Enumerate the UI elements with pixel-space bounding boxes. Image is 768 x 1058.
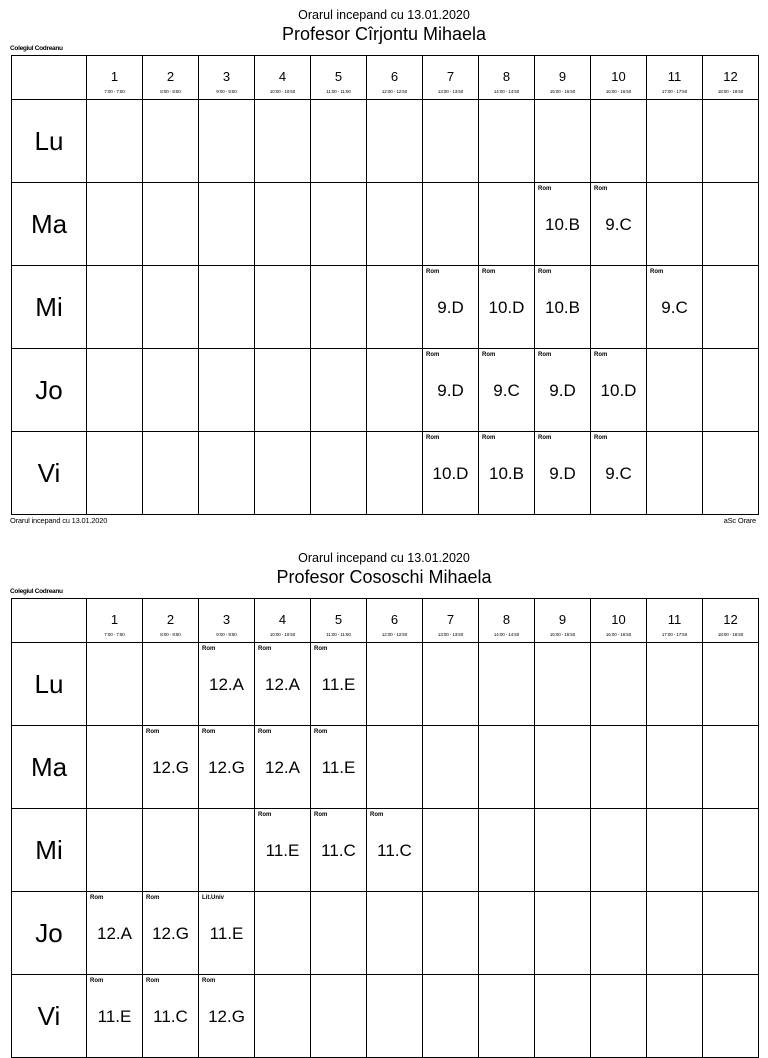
lesson-subject: Rom [594, 435, 608, 441]
period-header [479, 599, 535, 643]
lesson-subject: Rom [146, 729, 160, 735]
period-time: 15:00 - 15:50 [549, 632, 576, 637]
lesson-class: 12.A [97, 924, 132, 943]
lesson-cell [367, 975, 423, 1058]
header-row [12, 599, 759, 643]
period-number: 7 [446, 69, 455, 84]
lesson-cell [311, 726, 367, 809]
lesson-cell [591, 183, 647, 266]
day-row [12, 266, 759, 349]
timetable-title: Profesor Cososchi Mihaela [276, 567, 492, 587]
period-time: 11:00 - 11:50 [326, 89, 351, 94]
day-label: Mi [12, 809, 87, 892]
lesson-subject: Rom [650, 269, 664, 275]
lesson-class: 12.G [208, 758, 245, 777]
day-label: Mi [12, 266, 87, 349]
lesson-cell [591, 266, 647, 349]
period-time: 13:00 - 13:50 [437, 632, 464, 637]
footer-date: Orarul incepand cu 13.01.2020 [10, 516, 108, 525]
period-number: 2 [166, 69, 175, 84]
day-label: Jo [12, 892, 87, 975]
period-number: 1 [110, 69, 119, 84]
period-number: 12 [723, 69, 738, 84]
lesson-cell [479, 809, 535, 892]
period-time: 12:00 - 12:50 [381, 632, 408, 637]
lesson-cell [255, 726, 311, 809]
lesson-cell [423, 809, 479, 892]
period-time: 14:00 - 14:50 [493, 89, 520, 94]
period-time: 18:00 - 18:50 [717, 89, 744, 94]
lesson-subject: Rom [482, 269, 496, 275]
day-label: Vi [12, 432, 87, 515]
period-number: 2 [166, 612, 175, 627]
lesson-cell [311, 809, 367, 892]
lesson-cell [423, 975, 479, 1058]
period-time: 17:00 - 17:50 [661, 632, 688, 637]
day-row [12, 809, 759, 892]
day-row [12, 100, 759, 183]
lesson-class: 10.D [600, 381, 637, 400]
lesson-class: 9.C [605, 215, 632, 234]
lesson-cell [535, 726, 591, 809]
lesson-class: 11.C [377, 841, 412, 860]
period-header [423, 56, 479, 100]
lesson-subject: Rom [146, 978, 160, 984]
lesson-subject: Lit.Univ [202, 895, 224, 901]
lesson-cell [255, 892, 311, 975]
lesson-subject: Rom [426, 435, 440, 441]
lesson-cell [647, 266, 703, 349]
lesson-cell [255, 432, 311, 515]
period-header [255, 56, 311, 100]
period-number: 3 [222, 612, 231, 627]
lesson-cell [647, 809, 703, 892]
period-header [591, 599, 647, 643]
period-header [255, 599, 311, 643]
lesson-cell [87, 809, 143, 892]
lesson-cell [255, 643, 311, 726]
period-header [703, 599, 759, 643]
period-header [311, 599, 367, 643]
period-time: 14:00 - 14:50 [493, 632, 520, 637]
lesson-cell [423, 892, 479, 975]
lesson-subject: Rom [538, 352, 552, 358]
corner-cell [12, 599, 87, 643]
period-header [423, 599, 479, 643]
lesson-cell [535, 266, 591, 349]
timetable-grid [11, 598, 759, 1058]
lesson-cell [647, 349, 703, 432]
lesson-cell [367, 809, 423, 892]
timetable-subtitle: Orarul incepand cu 13.01.2020 [298, 551, 470, 565]
lesson-cell [647, 975, 703, 1058]
lesson-cell [367, 266, 423, 349]
lesson-subject: Rom [90, 978, 104, 984]
lesson-cell [479, 183, 535, 266]
period-time: 9:00 - 9:50 [216, 89, 237, 94]
lesson-class: 11.E [321, 675, 356, 694]
lesson-cell [591, 975, 647, 1058]
lesson-cell [199, 432, 255, 515]
lesson-cell [647, 100, 703, 183]
period-header [535, 56, 591, 100]
lesson-cell [591, 349, 647, 432]
lesson-cell [87, 432, 143, 515]
lesson-subject: Rom [202, 646, 216, 652]
period-number: 8 [502, 69, 511, 84]
lesson-cell [647, 643, 703, 726]
lesson-cell [591, 100, 647, 183]
period-header [87, 56, 143, 100]
lesson-cell [87, 892, 143, 975]
period-number: 10 [611, 612, 626, 627]
day-row [12, 726, 759, 809]
lesson-cell [703, 349, 759, 432]
lesson-cell [423, 643, 479, 726]
period-header [143, 56, 199, 100]
day-row [12, 975, 759, 1058]
lesson-cell [199, 643, 255, 726]
school-name: Colegiul Codreanu [10, 45, 63, 52]
lesson-subject: Rom [314, 646, 328, 652]
lesson-cell [647, 726, 703, 809]
lesson-class: 9.D [437, 381, 464, 400]
lesson-cell [479, 100, 535, 183]
lesson-cell [367, 726, 423, 809]
period-header [647, 56, 703, 100]
lesson-subject: Rom [258, 729, 272, 735]
timetable-grid [11, 55, 759, 515]
lesson-cell [423, 726, 479, 809]
lesson-cell [199, 100, 255, 183]
lesson-class: 10.D [488, 298, 525, 317]
period-number: 5 [334, 69, 343, 84]
period-header [591, 56, 647, 100]
lesson-cell [535, 643, 591, 726]
lesson-subject: Rom [370, 812, 384, 818]
timetable-title: Profesor Cîrjontu Mihaela [281, 24, 487, 44]
lesson-cell [647, 183, 703, 266]
period-number: 8 [502, 612, 511, 627]
day-label: Jo [12, 349, 87, 432]
period-time: 10:00 - 10:50 [269, 89, 296, 94]
lesson-class: 11.C [153, 1007, 188, 1026]
lesson-cell [535, 975, 591, 1058]
period-time: 10:00 - 10:50 [269, 632, 296, 637]
lesson-cell [647, 892, 703, 975]
period-header [367, 56, 423, 100]
lesson-class: 10.B [545, 298, 580, 317]
lesson-subject: Rom [538, 269, 552, 275]
lesson-class: 9.D [549, 464, 576, 483]
lesson-cell [199, 975, 255, 1058]
lesson-cell [703, 266, 759, 349]
lesson-cell [703, 100, 759, 183]
lesson-cell [87, 726, 143, 809]
lesson-cell [591, 643, 647, 726]
lesson-cell [311, 100, 367, 183]
lesson-cell [535, 183, 591, 266]
lesson-cell [591, 432, 647, 515]
lesson-subject: Rom [538, 435, 552, 441]
lesson-subject: Rom [202, 978, 216, 984]
period-number: 9 [558, 69, 567, 84]
period-number: 4 [278, 69, 287, 84]
period-time: 18:00 - 18:50 [717, 632, 744, 637]
lesson-cell [255, 809, 311, 892]
lesson-class: 10.B [489, 464, 524, 483]
lesson-subject: Rom [426, 269, 440, 275]
period-time: 12:00 - 12:50 [381, 89, 408, 94]
school-name: Colegiul Codreanu [10, 588, 63, 595]
period-number: 6 [390, 69, 399, 84]
day-label: Ma [12, 726, 87, 809]
lesson-cell [199, 183, 255, 266]
period-number: 12 [723, 612, 738, 627]
lesson-cell [703, 809, 759, 892]
lesson-cell [199, 726, 255, 809]
lesson-cell [143, 892, 199, 975]
footer-software: aSc Orare [723, 516, 756, 525]
lesson-class: 12.A [209, 675, 244, 694]
lesson-cell [255, 183, 311, 266]
lesson-cell [479, 892, 535, 975]
lesson-cell [87, 183, 143, 266]
lesson-cell [87, 349, 143, 432]
lesson-class: 12.G [152, 758, 189, 777]
lesson-subject: Rom [594, 352, 608, 358]
lesson-class: 9.D [437, 298, 464, 317]
period-header [367, 599, 423, 643]
day-label: Vi [12, 975, 87, 1058]
period-number: 9 [558, 612, 567, 627]
lesson-class: 9.C [661, 298, 688, 317]
period-number: 10 [611, 69, 626, 84]
lesson-cell [703, 432, 759, 515]
lesson-cell [87, 643, 143, 726]
lesson-cell [367, 643, 423, 726]
lesson-class: 12.G [152, 924, 189, 943]
lesson-cell [479, 432, 535, 515]
period-header [703, 56, 759, 100]
period-number: 4 [278, 612, 287, 627]
lesson-subject: Rom [426, 352, 440, 358]
lesson-class: 11.E [97, 1007, 132, 1026]
period-number: 11 [667, 612, 682, 627]
lesson-subject: Rom [314, 729, 328, 735]
lesson-cell [423, 266, 479, 349]
lesson-cell [703, 975, 759, 1058]
lesson-subject: Rom [258, 646, 272, 652]
period-time: 8:00 - 8:50 [160, 632, 181, 637]
day-row [12, 349, 759, 432]
day-row [12, 643, 759, 726]
corner-cell [12, 56, 87, 100]
lesson-cell [143, 726, 199, 809]
lesson-class: 9.D [549, 381, 576, 400]
lesson-cell [703, 892, 759, 975]
lesson-cell [199, 349, 255, 432]
lesson-cell [591, 892, 647, 975]
lesson-class: 11.C [321, 841, 356, 860]
lesson-cell [367, 432, 423, 515]
lesson-cell [255, 100, 311, 183]
day-row [12, 183, 759, 266]
lesson-class: 12.A [265, 675, 300, 694]
lesson-class: 9.C [493, 381, 520, 400]
lesson-cell [143, 266, 199, 349]
lesson-cell [143, 183, 199, 266]
lesson-class: 11.E [321, 758, 356, 777]
lesson-cell [479, 975, 535, 1058]
lesson-cell [199, 809, 255, 892]
lesson-cell [143, 432, 199, 515]
period-number: 11 [667, 69, 682, 84]
lesson-cell [311, 432, 367, 515]
period-header [479, 56, 535, 100]
lesson-class: 11.E [265, 841, 300, 860]
day-label: Lu [12, 100, 87, 183]
lesson-cell [87, 100, 143, 183]
lesson-cell [255, 349, 311, 432]
lesson-cell [703, 726, 759, 809]
period-header [535, 599, 591, 643]
lesson-cell [479, 266, 535, 349]
day-label: Lu [12, 643, 87, 726]
lesson-cell [535, 432, 591, 515]
lesson-cell [255, 266, 311, 349]
period-time: 16:00 - 16:50 [605, 89, 632, 94]
lesson-cell [143, 349, 199, 432]
lesson-cell [423, 100, 479, 183]
lesson-cell [591, 809, 647, 892]
lesson-subject: Rom [594, 186, 608, 192]
header-row [12, 56, 759, 100]
period-number: 7 [446, 612, 455, 627]
lesson-cell [199, 266, 255, 349]
lesson-cell [143, 975, 199, 1058]
period-header [647, 599, 703, 643]
period-header [199, 56, 255, 100]
lesson-cell [479, 726, 535, 809]
lesson-cell [255, 975, 311, 1058]
lesson-subject: Rom [202, 729, 216, 735]
lesson-cell [535, 809, 591, 892]
day-row [12, 892, 759, 975]
lesson-cell [311, 975, 367, 1058]
period-time: 7:00 - 7:50 [104, 89, 125, 94]
lesson-cell [535, 892, 591, 975]
lesson-cell [423, 432, 479, 515]
lesson-class: 9.C [605, 464, 632, 483]
period-header [143, 599, 199, 643]
lesson-subject: Rom [538, 186, 552, 192]
lesson-cell [703, 183, 759, 266]
lesson-subject: Rom [90, 895, 104, 901]
lesson-cell [423, 349, 479, 432]
lesson-subject: Rom [314, 812, 328, 818]
lesson-cell [367, 349, 423, 432]
lesson-cell [311, 349, 367, 432]
period-time: 11:00 - 11:50 [326, 632, 351, 637]
period-time: 17:00 - 17:50 [661, 89, 688, 94]
lesson-cell [87, 975, 143, 1058]
lesson-cell [535, 100, 591, 183]
lesson-cell [703, 643, 759, 726]
lesson-cell [311, 892, 367, 975]
lesson-cell [367, 183, 423, 266]
lesson-cell [143, 100, 199, 183]
period-header [87, 599, 143, 643]
lesson-cell [367, 100, 423, 183]
lesson-cell [143, 643, 199, 726]
lesson-cell [479, 349, 535, 432]
period-time: 16:00 - 16:50 [605, 632, 632, 637]
period-number: 6 [390, 612, 399, 627]
period-number: 5 [334, 612, 343, 627]
period-number: 3 [222, 69, 231, 84]
lesson-class: 10.D [432, 464, 469, 483]
lesson-cell [591, 726, 647, 809]
lesson-cell [199, 892, 255, 975]
lesson-subject: Rom [482, 352, 496, 358]
day-row [12, 432, 759, 515]
period-header [199, 599, 255, 643]
lesson-class: 12.A [265, 758, 300, 777]
lesson-cell [311, 643, 367, 726]
period-time: 8:00 - 8:50 [160, 89, 181, 94]
lesson-cell [423, 183, 479, 266]
timetable-subtitle: Orarul incepand cu 13.01.2020 [298, 8, 470, 22]
period-time: 9:00 - 9:50 [216, 632, 237, 637]
lesson-subject: Rom [258, 812, 272, 818]
lesson-cell [143, 809, 199, 892]
lesson-cell [367, 892, 423, 975]
period-time: 13:00 - 13:50 [437, 89, 464, 94]
period-header [311, 56, 367, 100]
lesson-class: 11.E [209, 924, 244, 943]
lesson-cell [535, 349, 591, 432]
day-label: Ma [12, 183, 87, 266]
lesson-subject: Rom [482, 435, 496, 441]
period-number: 1 [110, 612, 119, 627]
lesson-subject: Rom [146, 895, 160, 901]
period-time: 15:00 - 15:50 [549, 89, 576, 94]
lesson-class: 10.B [545, 215, 580, 234]
lesson-cell [87, 266, 143, 349]
lesson-class: 12.G [208, 1007, 245, 1026]
period-time: 7:00 - 7:50 [104, 632, 125, 637]
lesson-cell [479, 643, 535, 726]
lesson-cell [647, 432, 703, 515]
lesson-cell [311, 266, 367, 349]
lesson-cell [311, 183, 367, 266]
